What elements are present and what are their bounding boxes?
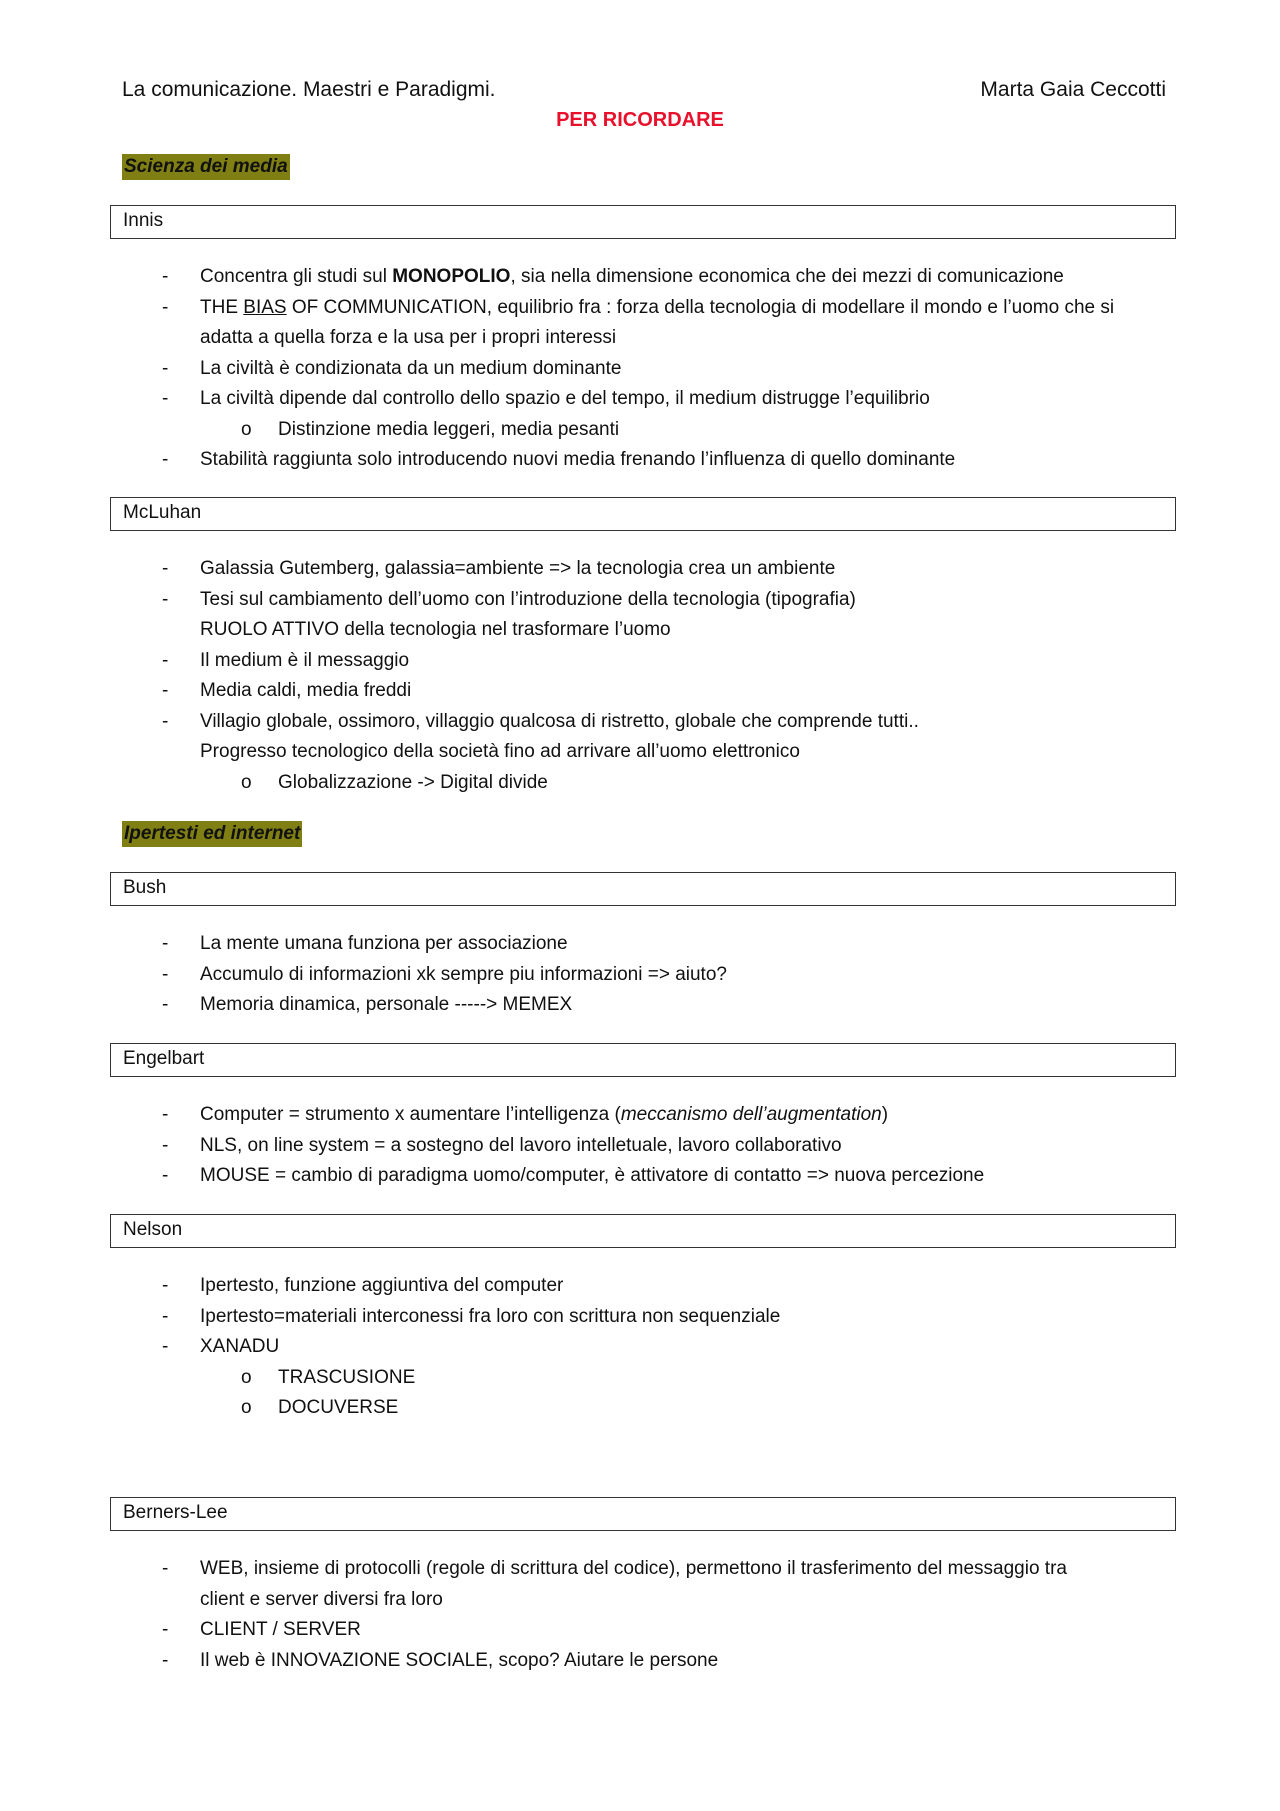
list-item: - Il web è INNOVAZIONE SOCIALE, scopo? Aiutare le persone xyxy=(0,1646,1280,1677)
author-name: Engelbart xyxy=(123,1048,205,1069)
berners-lee-bullet-list xyxy=(0,1554,1280,1676)
text: Concentra gli studi sul xyxy=(200,266,393,287)
list-item xyxy=(0,1100,1280,1131)
list-item: - Ipertesto, funzione aggiuntiva del computer xyxy=(0,1271,1280,1302)
engelbart-bullet-list xyxy=(0,1100,1280,1192)
section-heading-scienza-media: Scienza dei media xyxy=(122,154,290,180)
list-item: - La mente umana funziona per associazione xyxy=(0,929,1280,960)
author-box-mcluhan xyxy=(110,497,1176,531)
text-bold: MONOPOLIO xyxy=(392,266,511,287)
author-box-innis xyxy=(110,205,1176,239)
list-item: - WEB, insieme di protocolli (regole di scrittura del codice), permettono il trasferimento del messaggio tra xyxy=(0,1554,1280,1585)
innis-bullet-list xyxy=(0,262,1280,476)
list-item: - La civiltà è condizionata da un medium dominante xyxy=(0,354,1280,385)
author-box-engelbart xyxy=(110,1043,1176,1077)
list-item-continuation: client e server diversi fra loro xyxy=(200,1588,443,1610)
author-name: Innis xyxy=(123,210,164,231)
author-name: McLuhan xyxy=(123,502,202,523)
list-item-continuation: RUOLO ATTIVO della tecnologia nel trasformare l’uomo xyxy=(200,619,671,640)
text-underlined: BIAS xyxy=(243,296,287,318)
sub-list-item: o Distinzione media leggeri, media pesanti xyxy=(0,415,1280,446)
list-item: - CLIENT / SERVER xyxy=(0,1615,1280,1646)
text: THE xyxy=(200,296,244,318)
list-item xyxy=(0,293,1280,324)
mcluhan-bullet-list xyxy=(0,554,1280,798)
text: ) xyxy=(881,1104,889,1125)
author-name: Berners-Lee xyxy=(123,1502,228,1523)
list-item: - Villagio globale, ossimoro, villaggio qualcosa di ristretto, globale che comprende tutti.. xyxy=(0,707,1280,738)
list-item: - Il medium è il messaggio xyxy=(0,646,1280,677)
list-item: - Tesi sul cambiamento dell’uomo con l’introduzione della tecnologia (tipografia) xyxy=(0,585,1280,616)
bush-bullet-list xyxy=(0,929,1280,1021)
text: Computer = strumento x aumentare l’intelligenza ( xyxy=(200,1104,621,1125)
author-name: Nelson xyxy=(123,1219,183,1240)
section-heading-ipertesti: Ipertesti ed internet xyxy=(122,821,302,847)
list-item: - MOUSE = cambio di paradigma uomo/computer, è attivatore di contatto => nuova percezione xyxy=(0,1161,1280,1192)
list-item-continuation: Progresso tecnologico della società fino ad arrivare all’uomo elettronico xyxy=(200,741,800,762)
list-item xyxy=(0,262,1280,293)
author-name: Bush xyxy=(123,877,167,898)
list-item-continuation: adatta a quella forza e la usa per i propri interessi xyxy=(200,327,617,348)
list-item: - Accumulo di informazioni xk sempre piu informazioni => aiuto? xyxy=(0,960,1280,991)
list-item: - Stabilità raggiunta solo introducendo nuovi media frenando l’influenza di quello dominante xyxy=(0,445,1280,476)
text: , sia nella dimensione economica che dei mezzi di comunicazione xyxy=(510,266,1064,287)
text-italic: meccanismo dell’augmentation xyxy=(620,1104,882,1125)
text: OF COMMUNICATION, equilibrio fra : forza della tecnologia di modellare il mondo e l’uomo che si xyxy=(286,296,1115,318)
sub-list-item: o Globalizzazione -> Digital divide xyxy=(0,768,1280,799)
list-item: - Memoria dinamica, personale -----> MEMEX xyxy=(0,990,1280,1021)
list-item: - Galassia Gutemberg, galassia=ambiente => la tecnologia crea un ambiente xyxy=(0,554,1280,585)
list-item: - Media caldi, media freddi xyxy=(0,676,1280,707)
list-item: - NLS, on line system = a sostegno del lavoro intelletuale, lavoro collaborativo xyxy=(0,1131,1280,1162)
list-item: - XANADU xyxy=(0,1332,1280,1363)
document-title: La comunicazione. Maestri e Paradigmi. xyxy=(122,78,496,101)
author-box-berners-lee xyxy=(110,1497,1176,1531)
list-item: - La civiltà dipende dal controllo dello spazio e del tempo, il medium distrugge l’equilibrio xyxy=(0,384,1280,415)
document-author: Marta Gaia Ceccotti xyxy=(980,78,1166,101)
nelson-bullet-list xyxy=(0,1271,1280,1424)
author-box-bush xyxy=(110,872,1176,906)
author-box-nelson xyxy=(110,1214,1176,1248)
sub-list-item: o DOCUVERSE xyxy=(0,1393,1280,1424)
sub-list-item: o TRASCUSIONE xyxy=(0,1363,1280,1394)
page-heading: PER RICORDARE xyxy=(556,109,724,131)
list-item: - Ipertesto=materiali interconessi fra loro con scrittura non sequenziale xyxy=(0,1302,1280,1333)
